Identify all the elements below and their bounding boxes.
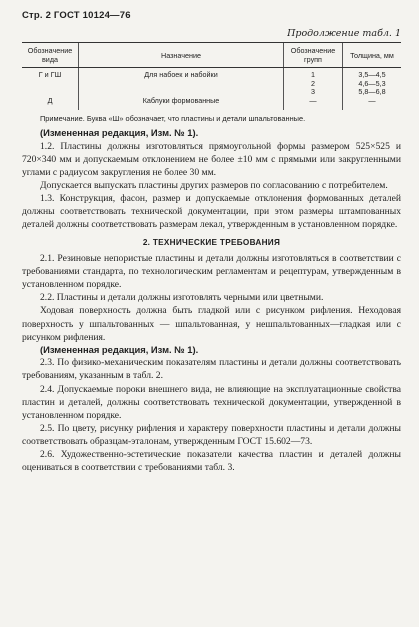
paragraph: 2.3. По физико-механическим показателям пластины и детали должны соответствовать требованиям, указанным в табл. 2.: [22, 357, 401, 382]
section-title: 2. ТЕХНИЧЕСКИЕ ТРЕБОВАНИЯ: [142, 238, 281, 248]
table-row: [22, 68, 401, 97]
paragraph: 1.2. Пластины должны изготовляться прямоугольной формы размером 525×525 и 720×340 мм и допускаемым отклонением не более ±10 мм с прямыми или закругленными углами с радиусом закругления не более 30 мм.: [22, 140, 401, 179]
amendment-note: (Измененная редакция, Изм. № 1).: [40, 343, 199, 355]
amendment-note: (Измененная редакция, Изм. № 1).: [40, 127, 199, 139]
column-header-groups: Обозначение групп: [284, 43, 343, 68]
paragraph: 1.3. Конструкция, фасон, размер и допускаемые отклонения формованных деталей должны соответствовать технической документации, при этом размеры штампованных деталей должны соответствовать размерам лекал, утвержденным в установленном порядке.: [22, 193, 401, 231]
row-purpose: Каблуки формованные: [79, 97, 284, 110]
thickness-value: 5,8—6,8: [358, 87, 386, 97]
paragraph: 2.1. Резиновые непористые пластины и детали должны изготовляться в соответствии с требованиями стандарта, по технологическим регламентам и рецептурам, утвержденным в установленном порядке.: [22, 253, 401, 291]
table-row: [22, 97, 401, 110]
row-designation: Д: [47, 95, 53, 105]
paragraph: 2.5. По цвету, рисунку рифления и характеру поверхности пластины и детали должны соответствовать образцам-эталонам, утвержденным ГОСТ 15.602—73.: [22, 422, 401, 447]
thickness-value: 4,6—5,3: [358, 78, 386, 88]
group-value: 3: [311, 87, 315, 97]
column-header-purpose: Назначение: [79, 43, 284, 68]
row-thickness: [343, 68, 402, 97]
paragraph: Ходовая поверхность должна быть гладкой или с рисунком рифления. Неходовая поверхность у шпальтованных — шпальтованная, у нешпальтованных—гладкая или с рисунком рифления.: [22, 305, 401, 343]
row-designation: Г и ГШ: [38, 70, 62, 79]
paragraph: Допускается выпускать пластины других размеров по согласованию с потребителем.: [40, 180, 388, 192]
row-groups: [284, 68, 343, 97]
paragraph: 2.2. Пластины и детали должны изготовлять черными или цветными.: [40, 292, 324, 304]
spec-table: [22, 42, 401, 110]
paragraph: 2.6. Художественно-эстетические показатели качества пластин и деталей должны оцениваться в соответствии с требованиями табл. 3.: [22, 448, 401, 473]
group-value: 2: [311, 78, 315, 88]
table-note: Примечание. Буква «Ш» обозначает, что пластины и детали шпальтованные.: [40, 113, 306, 123]
column-header-designation: Обозначение вида: [22, 43, 79, 68]
thickness-value: 3,5—4,5: [358, 70, 386, 79]
table-header-row: [22, 43, 401, 68]
column-header-thickness: Толщина, мм: [343, 43, 402, 68]
body-text: [22, 127, 401, 474]
table-continuation-label: Продолжение табл. 1: [287, 28, 401, 39]
row-purpose: Для набоек и набойки: [79, 68, 284, 97]
row-thickness: —: [343, 97, 402, 110]
paragraph: 2.4. Допускаемые пороки внешнего вида, не влияющие на эксплуатационные свойства пластин и деталей, должны соответствовать технической документации, утвержденной в установленном порядке.: [22, 383, 401, 421]
group-value: 1: [311, 70, 315, 79]
page-header: Стр. 2 ГОСТ 10124—76: [22, 10, 131, 21]
row-groups: —: [284, 97, 343, 110]
